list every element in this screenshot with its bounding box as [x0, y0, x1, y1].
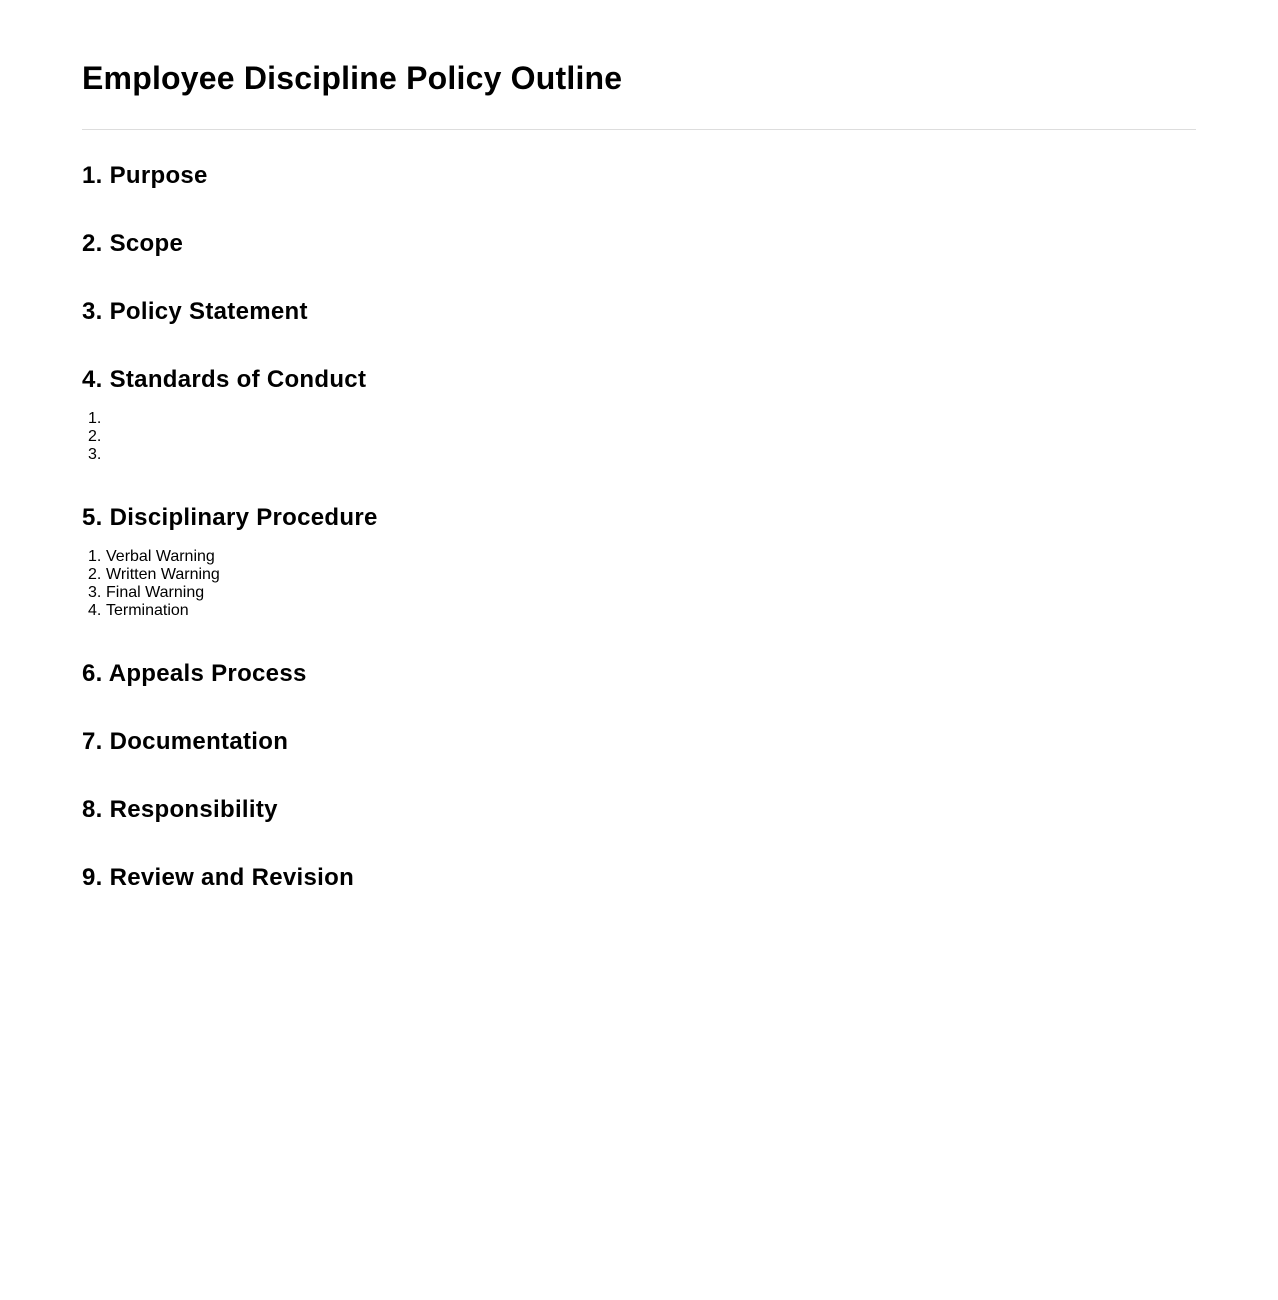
- list-item-marker: 2.: [88, 566, 102, 583]
- section-heading-review-and-revision: 9. Review and Revision: [82, 864, 355, 891]
- list-item-marker: 1.: [88, 548, 102, 565]
- list-item: [88, 548, 220, 566]
- section-heading-disciplinary-procedure: 5. Disciplinary Procedure: [82, 504, 378, 531]
- list-item-text: Final Warning: [106, 584, 205, 601]
- disciplinary-procedure-list: [88, 548, 220, 620]
- section-heading-scope: 2. Scope: [82, 230, 184, 257]
- list-item: [88, 446, 106, 464]
- section-heading-standards-of-conduct: 4. Standards of Conduct: [82, 366, 367, 393]
- list-item-marker: 3.: [88, 446, 102, 463]
- standards-of-conduct-list: [88, 410, 106, 464]
- list-item-marker: 1.: [88, 410, 102, 427]
- list-item-text: Termination: [106, 602, 189, 619]
- title-divider: [82, 129, 1196, 130]
- section-heading-appeals-process: 6. Appeals Process: [82, 660, 307, 687]
- list-item-marker: 3.: [88, 584, 102, 601]
- list-item: [88, 602, 220, 620]
- page-title: Employee Discipline Policy Outline: [82, 60, 623, 96]
- list-item-marker: 2.: [88, 428, 102, 445]
- list-item-text: Written Warning: [106, 566, 220, 583]
- list-item: [88, 584, 220, 602]
- list-item: [88, 428, 106, 446]
- list-item: [88, 410, 106, 428]
- section-heading-documentation: 7. Documentation: [82, 728, 289, 755]
- list-item: [88, 566, 220, 584]
- section-heading-purpose: 1. Purpose: [82, 162, 208, 189]
- list-item-marker: 4.: [88, 602, 102, 619]
- section-heading-responsibility: 8. Responsibility: [82, 796, 278, 823]
- section-heading-policy-statement: 3. Policy Statement: [82, 298, 308, 325]
- list-item-text: Verbal Warning: [106, 548, 215, 565]
